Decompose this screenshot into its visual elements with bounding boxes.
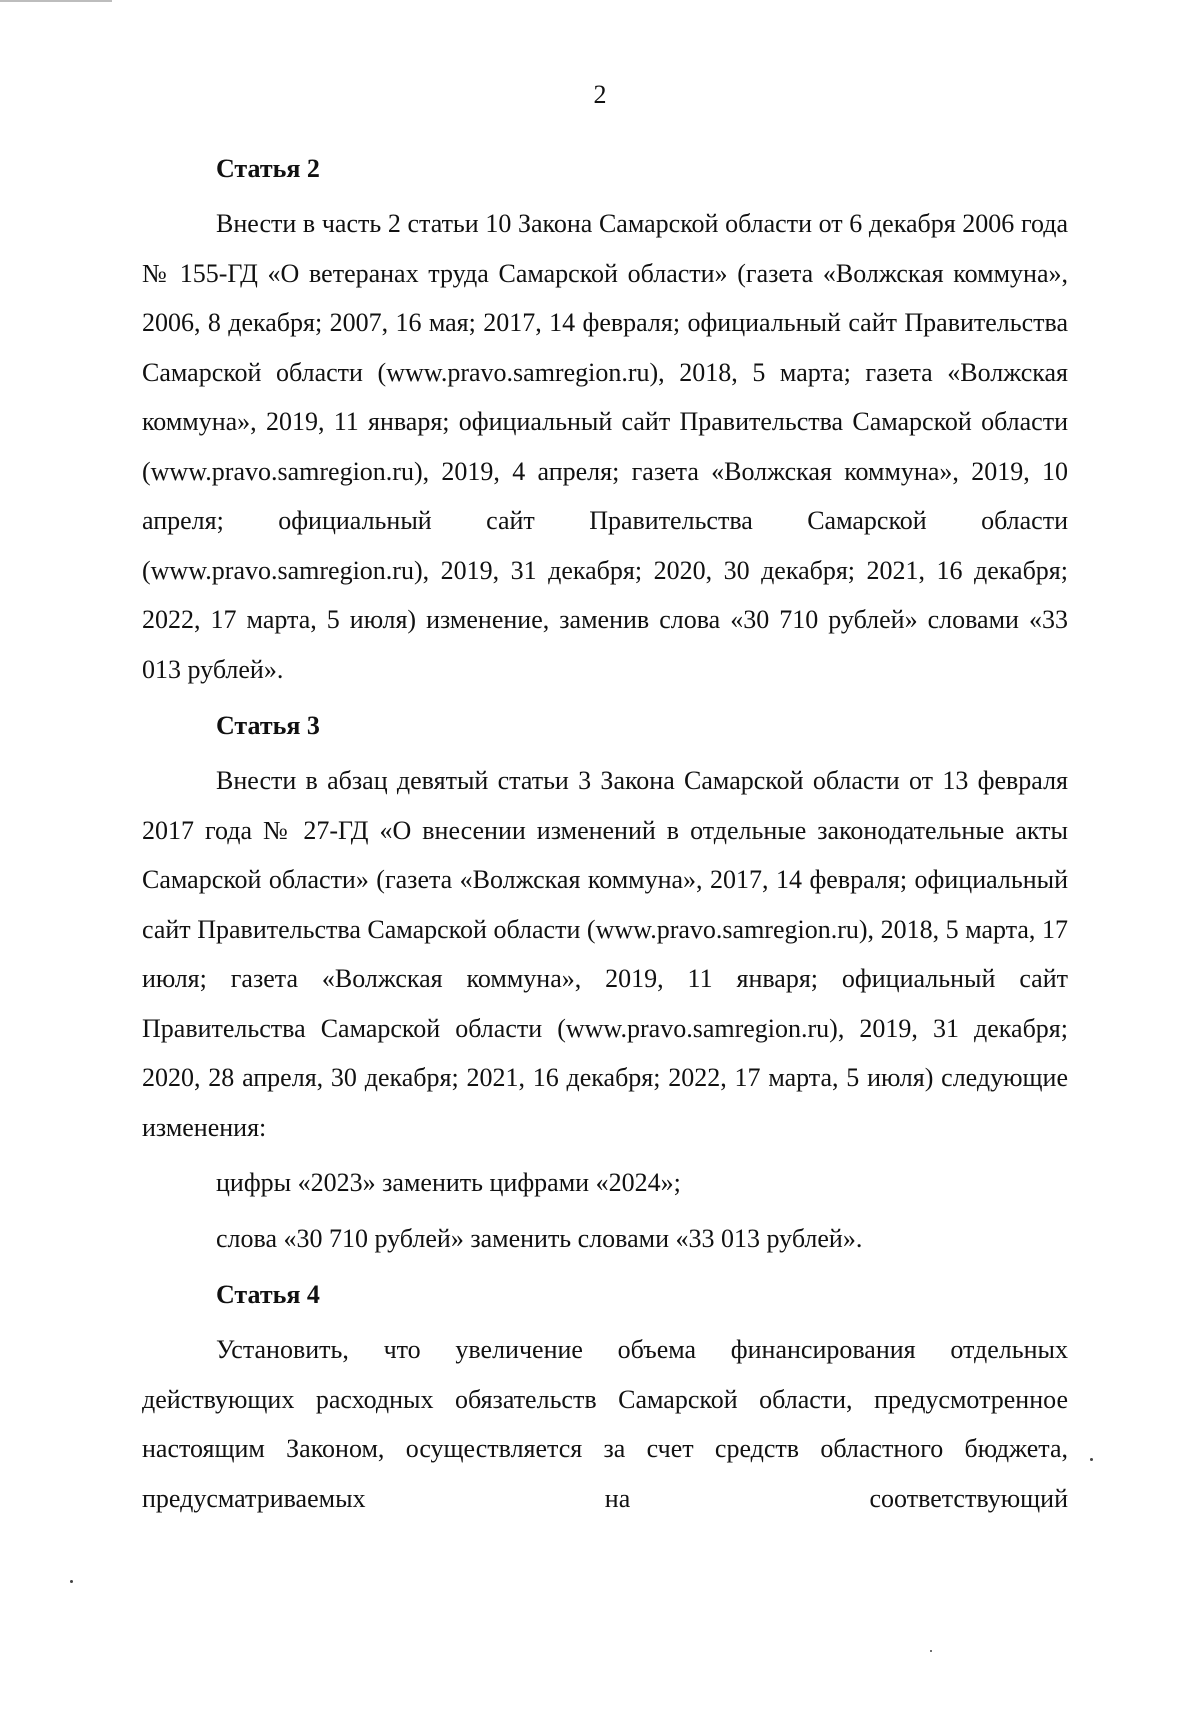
article-4	[142, 1275, 1068, 1523]
article-paragraph: Внести в абзац девятый статьи 3 Закона Самарской области от 13 февраля 2017 года № 27-ГД «О внесении изменений в отдельные законодательные акты Самарской области» (газета «Волжская коммуна», 2017, 14 февраля; официальный сайт Правительства Самарской области (www.pravo.samregion.ru), 2018, 5 марта, 17 июля; газета «Волжская коммуна», 2019, 11 января; официальный сайт Правительства Самарской области (www.pravo.samregion.ru), 2019, 31 декабря; 2020, 28 апреля, 30 декабря; 2021, 16 декабря; 2022, 17 марта, 5 июля) следующие изменения:	[142, 766, 1068, 1142]
scan-speck	[1090, 1458, 1093, 1461]
article-2	[142, 149, 1068, 694]
document-body	[142, 149, 1068, 1523]
article-paragraph: Внести в часть 2 статьи 10 Закона Самарской области от 6 декабря 2006 года № 155-ГД «О ветеранах труда Самарской области» (газета «Волжская коммуна», 2006, 8 декабря; 2007, 16 мая; 2017, 14 февраля; официальный сайт Правительства Самарской области (www.pravo.samregion.ru), 2018, 5 марта; газета «Волжская коммуна», 2019, 11 января; официальный сайт Правительства Самарской области (www.pravo.samregion.ru), 2019, 4 апреля; газета «Волжская коммуна», 2019, 10 апреля; официальный сайт Правительства Самарской области (www.pravo.samregion.ru), 2019, 31 декабря; 2020, 30 декабря; 2021, 16 декабря; 2022, 17 марта, 5 июля) изменение, заменив слова «30 710 рублей» словами «33 013 рублей».	[142, 209, 1068, 684]
article-3	[142, 706, 1068, 1263]
list-item: слова «30 710 рублей» заменить словами «33 013 рублей».	[216, 1223, 863, 1253]
scan-speck	[70, 1580, 73, 1583]
article-paragraph: Установить, что увеличение объема финансирования отдельных действующих расходных обязательств Самарской области, предусмотренное настоящим Законом, осуществляется за счет средств областного бюджета, предусматриваемых на соответствующий	[142, 1335, 1068, 1513]
scan-speck	[930, 1650, 932, 1652]
list-item: цифры «2023» заменить цифрами «2024»;	[216, 1168, 681, 1197]
article-heading: Статья 2	[216, 154, 320, 183]
article-heading: Статья 4	[216, 1280, 320, 1309]
scan-edge-line	[0, 0, 112, 2]
article-heading: Статья 3	[216, 711, 320, 740]
page-number: 2	[593, 80, 607, 109]
